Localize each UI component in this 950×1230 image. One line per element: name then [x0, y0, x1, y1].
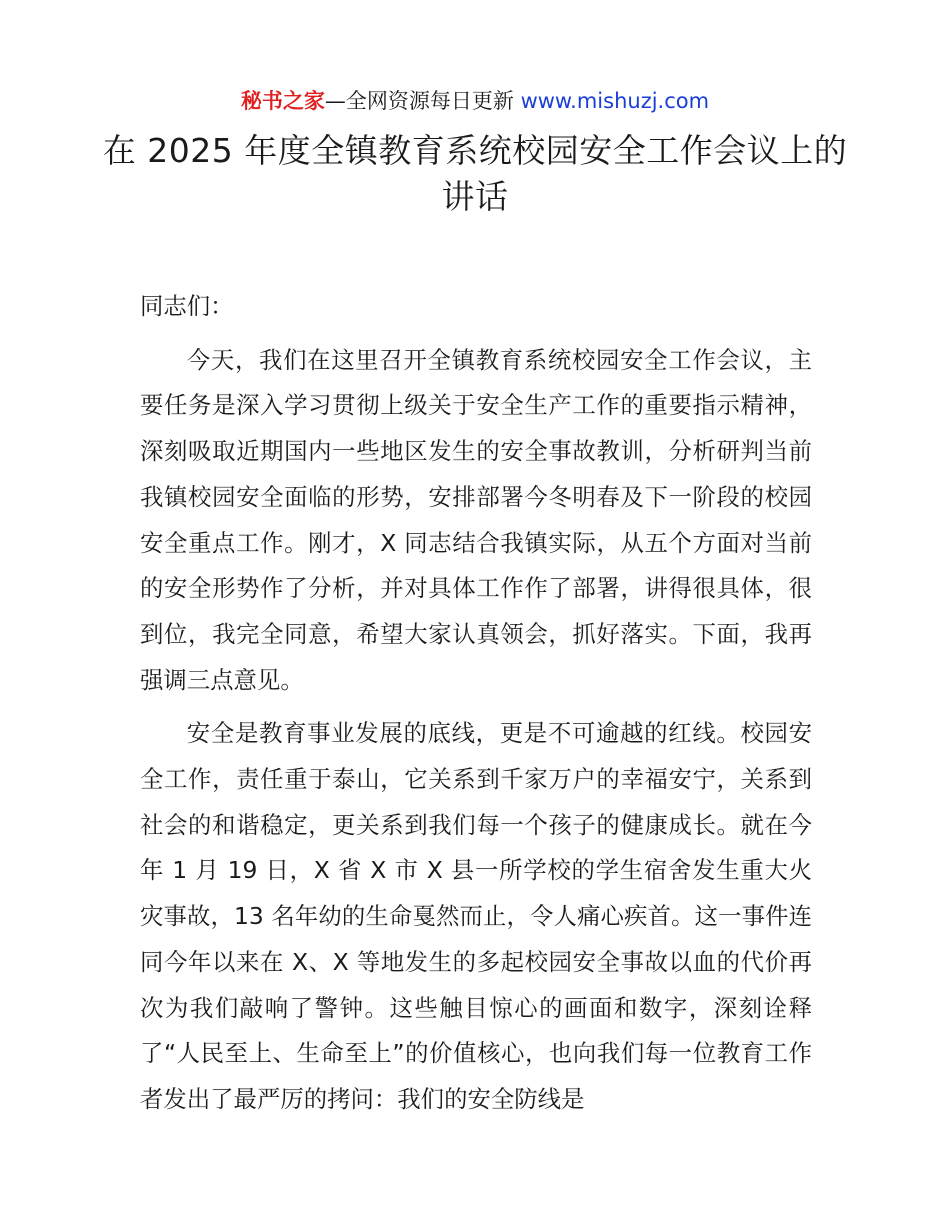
paragraph: 安全是教育事业发展的底线，更是不可逾越的红线。校园安全工作，责任重于泰山，它关系到千家万户的幸福安宁，关系到社会的和谐稳定，更关系到我们每一个孩子的健康成长。就在今年 1 月 19 日，X 省 X 市 X 县一所学校的学生宿舍发生重大火灾事故，13 名年幼的生命戛然而止，令人痛心疾首。这一事件连同今年以来在 X、X 等地发生的多起校园安全事故以血的代价再次为我们敲响了警钟。这些触目惊心的画面和数字，深刻诠释了“人民至上、生命至上”的价值核心，也向我们每一位教育工作者发出了最严厉的拷问：我们的安全防线是 [140, 719, 812, 1113]
salutation: 同志们： [140, 292, 234, 320]
paragraph: 今天，我们在这里召开全镇教育系统校园安全工作会议，主要任务是深入学习贯彻上级关于安全生产工作的重要指示精神，深刻吸取近期国内一些地区发生的安全事故教训，分析研判当前我镇校园安全面临的形势，安排部署今冬明春及下一阶段的校园安全重点工作。刚才，X 同志结合我镇实际，从五个方面对当前的安全形势作了分析，并对具体工作作了部署，讲得很具体，很到位，我完全同意，希望大家认真领会，抓好落实。下面，我再强调三点意见。 [140, 345, 812, 694]
document-body [140, 284, 812, 1123]
header-tagline: —全网资源每日更新 [324, 89, 521, 113]
site-header [0, 86, 950, 116]
site-url-link[interactable]: www.mishuzj.com [520, 89, 710, 113]
brand-name: 秘书之家 [240, 89, 325, 113]
document-title: 在 2025 年度全镇教育系统校园安全工作会议上的讲话 [102, 131, 848, 216]
